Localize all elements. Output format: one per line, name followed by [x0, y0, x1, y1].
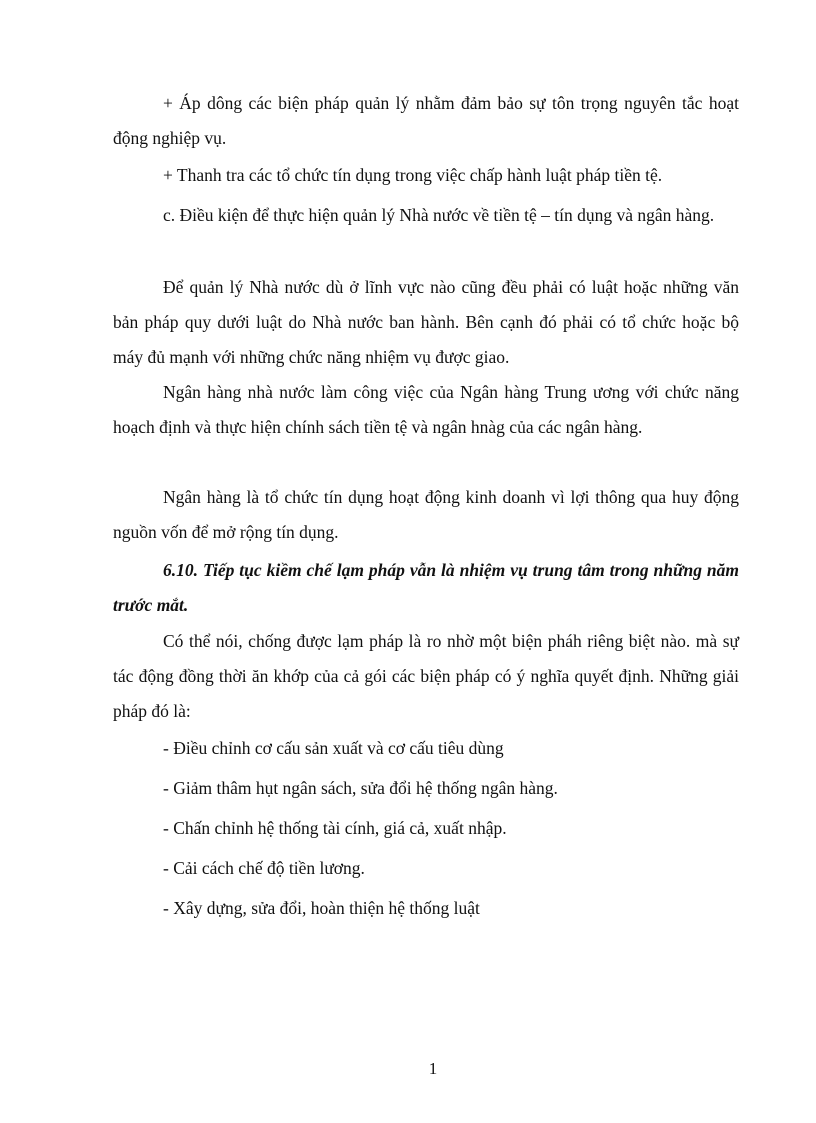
- solution-list-item: - Chấn chỉnh hệ thống tài cính, giá cả, xuất nhập.: [163, 818, 507, 838]
- solution-list-item: - Điều chỉnh cơ cấu sản xuất và cơ cấu tiêu dùng: [163, 738, 504, 758]
- page-number: 1: [428, 1059, 438, 1078]
- section-heading-inflation: 6.10. Tiếp tục kiềm chế lạm pháp vẫn là nhiệm vụ trung tâm trong những năm trước mắt.: [113, 560, 739, 615]
- paragraph-anti-inflation-intro: Có thể nói, chống được lạm pháp là ro nhờ một biện pháh riêng biệt nào. mà sự tác động đồng thời ăn khớp của cả gói các biện pháp có ý nghĩa quyết định. Những giải pháp đó là:: [113, 631, 739, 721]
- paragraph-inspection-credit-institutions: + Thanh tra các tổ chức tín dụng trong việc chấp hành luật pháp tiền tệ.: [163, 165, 663, 185]
- solution-list-item: - Giảm thâm hụt ngân sách, sửa đổi hệ thống ngân hàng.: [163, 778, 558, 798]
- paragraph-bank-credit-institution: Ngân hàng là tổ chức tín dụng hoạt động kinh doanh vì lợi thông qua huy động nguồn vốn để mở rộng tín dụng.: [113, 487, 739, 542]
- paragraph-state-bank-role: Ngân hàng nhà nước làm công việc của Ngân hàng Trung ương với chức năng hoạch định và thực hiện chính sách tiền tệ và ngân hnàg của các ngân hàng.: [113, 382, 739, 437]
- paragraph-conditions-state-management: c. Điều kiện để thực hiện quản lý Nhà nước về tiền tệ – tín dụng và ngân hàng.: [163, 205, 715, 225]
- solution-list-item: - Xây dựng, sửa đổi, hoàn thiện hệ thống luật: [163, 898, 480, 918]
- paragraph-state-management-law: Để quản lý Nhà nước dù ở lĩnh vực nào cũng đều phải có luật hoặc những văn bản pháp quy dưới luật do Nhà nước ban hành. Bên cạnh đó phải có tổ chức hoặc bộ máy đủ mạnh với những chức năng nhiệm vụ được giao.: [113, 277, 739, 367]
- solution-list-item: - Cải cách chế độ tiền lương.: [163, 858, 365, 878]
- paragraph-measures-respect-principles: + Áp dông các biện pháp quản lý nhằm đảm bảo sự tôn trọng nguyên tắc hoạt động nghiệp vụ.: [113, 93, 739, 148]
